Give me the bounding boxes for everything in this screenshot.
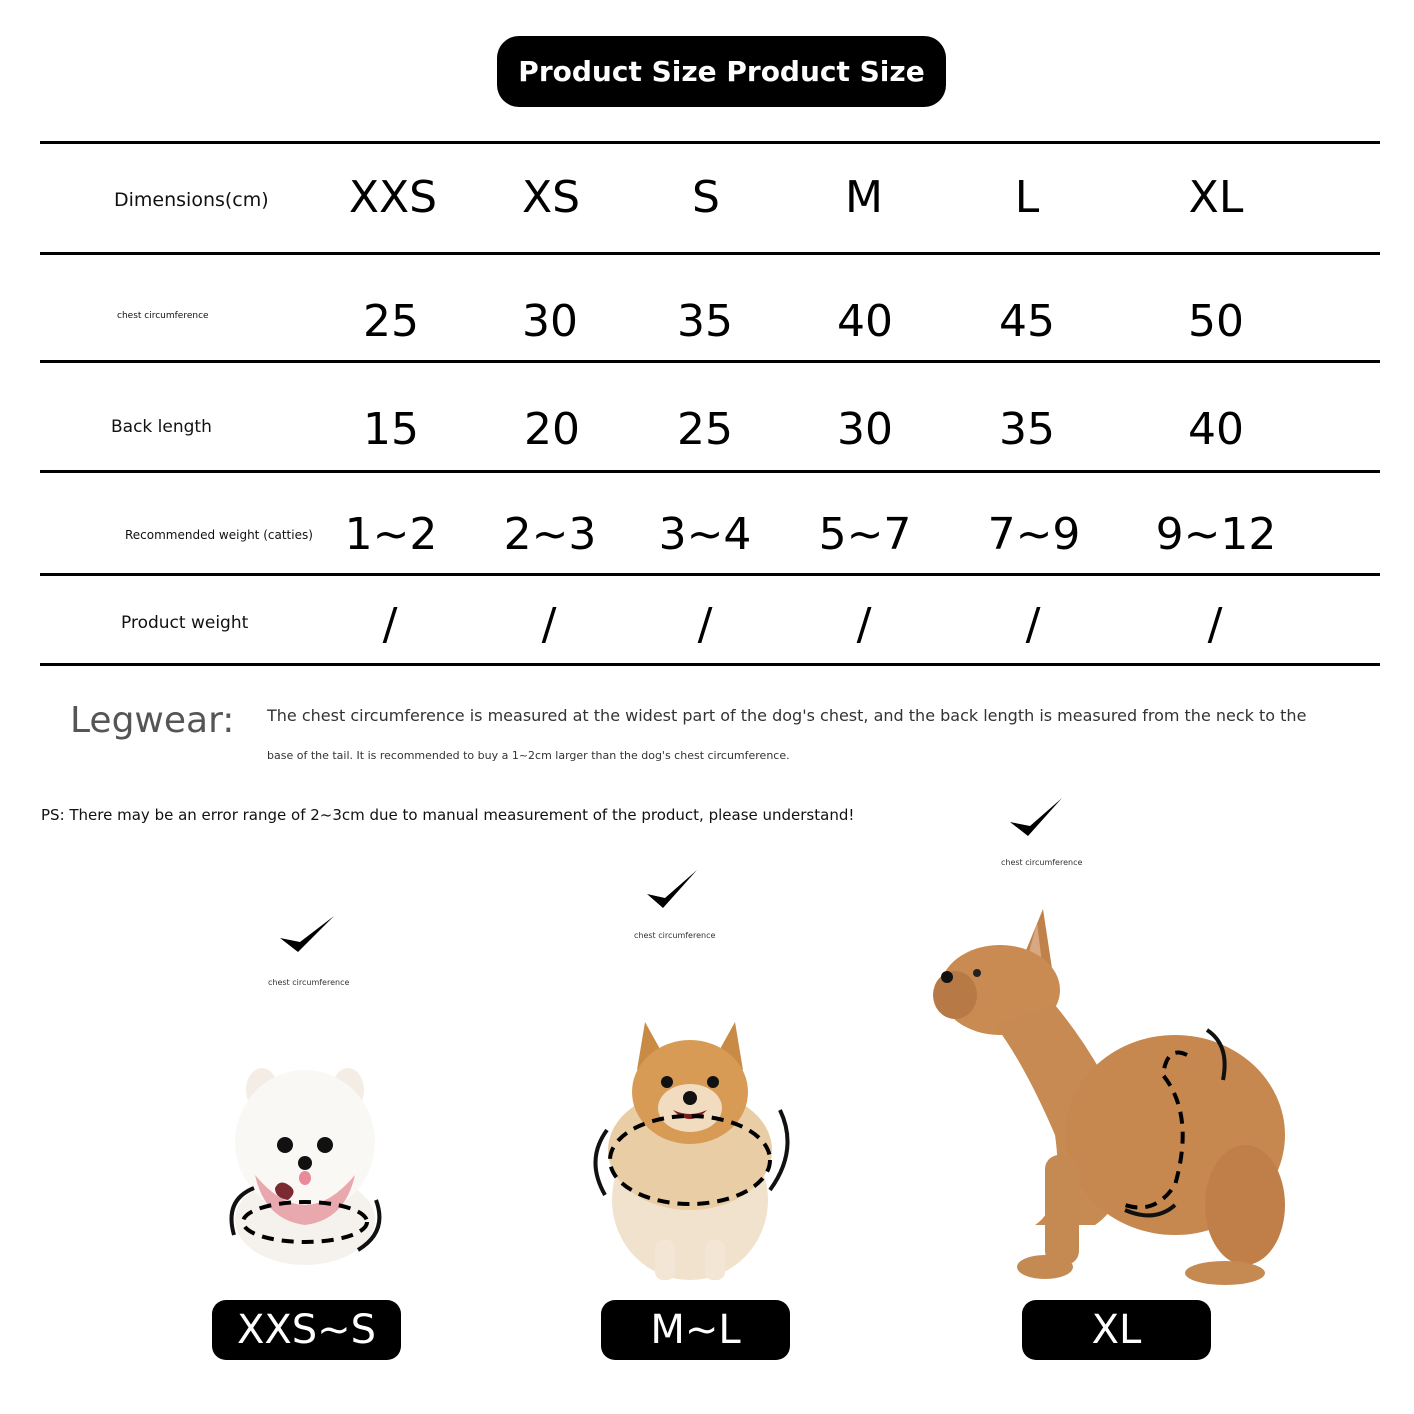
table-cell: 35 xyxy=(677,296,733,347)
table-cell: 2~3 xyxy=(503,509,597,560)
table-cell: / xyxy=(382,599,398,650)
table-divider xyxy=(40,663,1380,666)
table-cell: / xyxy=(856,599,872,650)
size-header: L xyxy=(1014,172,1040,223)
size-badge: XL xyxy=(1022,1300,1211,1360)
french-bulldog-image xyxy=(925,905,1295,1290)
legwear-note-line1: The chest circumference is measured at the widest part of the dog's chest, and the back length is measured from the neck to the xyxy=(267,706,1307,725)
table-cell: 15 xyxy=(363,404,419,455)
table-divider xyxy=(40,470,1380,473)
table-cell: / xyxy=(1025,599,1041,650)
row-label: chest circumference xyxy=(117,311,209,321)
table-cell: 50 xyxy=(1188,296,1244,347)
table-cell: 30 xyxy=(522,296,578,347)
check-icon xyxy=(645,866,701,912)
table-divider xyxy=(40,141,1380,144)
table-cell: 7~9 xyxy=(987,509,1081,560)
legwear-note-line2: base of the tail. It is recommended to buy a 1~2cm larger than the dog's chest circumference. xyxy=(267,749,790,762)
table-cell: 35 xyxy=(999,404,1055,455)
check-icon xyxy=(278,912,338,956)
table-cell: / xyxy=(697,599,713,650)
size-header: XS xyxy=(521,172,581,223)
table-cell: 5~7 xyxy=(818,509,912,560)
legwear-heading: Legwear: xyxy=(70,700,235,741)
size-header: S xyxy=(692,172,720,223)
ps-note: PS: There may be an error range of 2~3cm due to manual measurement of the product, please understand! xyxy=(41,806,855,824)
figure-caption: chest circumference xyxy=(268,978,350,987)
table-cell: 3~4 xyxy=(658,509,752,560)
size-badge: XXS~S xyxy=(212,1300,401,1360)
table-cell: 25 xyxy=(363,296,419,347)
row-label: Recommended weight (catties) xyxy=(125,528,313,542)
table-cell: 40 xyxy=(1188,404,1244,455)
table-cell: / xyxy=(1207,599,1223,650)
size-header: XXS xyxy=(348,172,438,223)
row-label: Product weight xyxy=(121,613,249,633)
page-title: Product Size Product Size xyxy=(497,36,946,107)
table-divider xyxy=(40,360,1380,363)
table-cell: 45 xyxy=(999,296,1055,347)
figure-caption: chest circumference xyxy=(634,931,716,940)
size-header: M xyxy=(845,172,883,223)
row-label: Back length xyxy=(111,417,212,437)
pomeranian-puppy-image xyxy=(220,1060,390,1270)
figure-caption: chest circumference xyxy=(1001,858,1083,867)
table-divider xyxy=(40,252,1380,255)
size-badge: M~L xyxy=(601,1300,790,1360)
table-cell: 20 xyxy=(524,404,580,455)
table-cell: 1~2 xyxy=(344,509,438,560)
table-cell: 30 xyxy=(837,404,893,455)
table-header-label: Dimensions(cm) xyxy=(114,189,269,211)
pomeranian-dog-image xyxy=(585,1010,795,1285)
table-divider xyxy=(40,573,1380,576)
table-cell: 40 xyxy=(837,296,893,347)
table-cell: 9~12 xyxy=(1155,509,1277,560)
table-cell: 25 xyxy=(677,404,733,455)
table-cell: / xyxy=(541,599,557,650)
size-header: XL xyxy=(1188,172,1244,223)
check-icon xyxy=(1008,796,1066,840)
